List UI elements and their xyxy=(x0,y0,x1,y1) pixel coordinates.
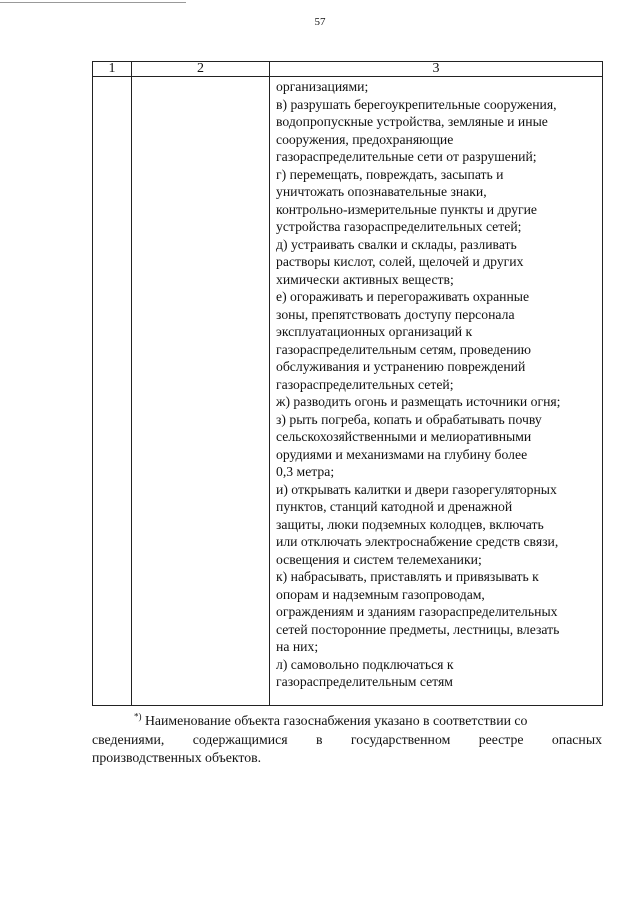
text-line: сельскохозяйственными и мелиоративными xyxy=(276,429,532,444)
text-line: на них; xyxy=(276,639,319,654)
footnote-line-1 xyxy=(92,712,602,731)
text-line: 0,3 метра; xyxy=(276,464,335,479)
header-rule xyxy=(0,2,186,3)
footnote-marker: *) xyxy=(134,711,142,722)
table-header-row xyxy=(93,62,603,77)
text-line: защиты, люки подземных колодцев, включать xyxy=(276,516,544,532)
footnote xyxy=(92,712,602,768)
text-line: е) огораживать и перегораживать охранные xyxy=(276,289,530,304)
page-number: 57 xyxy=(314,16,326,28)
cell-column-3 xyxy=(270,77,603,706)
footnote-line-3: производственных объектов. xyxy=(92,750,262,765)
text-line: контрольно-измерительные пункты и другие xyxy=(276,201,537,217)
cell-column-2 xyxy=(132,77,270,706)
cell-column-1 xyxy=(93,77,132,706)
text-line: и) открывать калитки и двери газорегуляторных xyxy=(276,481,557,497)
footnote-word: опасных xyxy=(551,731,602,747)
text-line: опорам и надземным газопроводам, xyxy=(276,586,485,602)
text-line: орудиями и механизмами на глубину более xyxy=(276,446,528,462)
table-row xyxy=(93,77,603,706)
text-line: з) рыть погреба, копать и обрабатывать почву xyxy=(276,411,542,427)
footnote-word: содержащимися xyxy=(192,731,288,747)
text-line: химически активных веществ; xyxy=(276,271,454,287)
text-line: газораспределительные сети от разрушений; xyxy=(276,149,537,164)
text-line: газораспределительным сетям, проведению xyxy=(276,341,531,357)
text-line: газораспределительным сетям xyxy=(276,674,453,689)
text-line: эксплуатационных организаций к xyxy=(276,324,473,339)
column-header-1: 1 xyxy=(93,62,132,77)
text-line: л) самовольно подключаться к xyxy=(276,656,454,672)
text-line: устройства газораспределительных сетей; xyxy=(276,219,522,234)
text-line: к) набрасывать, приставлять и привязывать к xyxy=(276,569,539,584)
footnote-text-1: Наименование объекта газоснабжения указано в соответствии со xyxy=(144,713,528,728)
text-line: газораспределительных сетей; xyxy=(276,376,454,392)
regulation-table xyxy=(92,61,603,706)
text-line: ж) разводить огонь и размещать источники огня; xyxy=(276,394,561,409)
footnote-word: реестре xyxy=(478,731,524,747)
text-line: растворы кислот, солей, щелочей и других xyxy=(276,254,524,269)
text-line: освещения и систем телемеханики; xyxy=(276,551,482,567)
footnote-word: сведениями, xyxy=(92,731,165,747)
text-line: обслуживания и устранению повреждений xyxy=(276,359,526,374)
footnote-word: в xyxy=(316,731,323,747)
column-header-2: 2 xyxy=(132,62,270,77)
text-line: пунктов, станций катодной и дренажной xyxy=(276,499,513,514)
text-line: ограждениям и зданиям газораспределительных xyxy=(276,604,558,619)
column-header-3: 3 xyxy=(270,62,603,77)
text-line: зоны, препятствовать доступу персонала xyxy=(276,306,515,322)
text-line: организациями; xyxy=(276,79,369,94)
text-line: в) разрушать берегоукрепительные сооружения, xyxy=(276,96,557,112)
text-line: водопропускные устройства, земляные и иные xyxy=(276,114,548,129)
footnote-word: государственном xyxy=(350,731,451,747)
text-line: или отключать электроснабжение средств связи, xyxy=(276,534,559,549)
text-line: г) перемещать, повреждать, засыпать и xyxy=(276,166,504,182)
text-line: сооружения, предохраняющие xyxy=(276,131,454,147)
prohibited-actions-text xyxy=(270,77,602,691)
text-line: сетей посторонние предметы, лестницы, влезать xyxy=(276,621,560,637)
text-line: д) устраивать свалки и склады, разливать xyxy=(276,236,517,252)
text-line: уничтожать опознавательные знаки, xyxy=(276,184,487,199)
footnote-line-2 xyxy=(92,731,602,750)
